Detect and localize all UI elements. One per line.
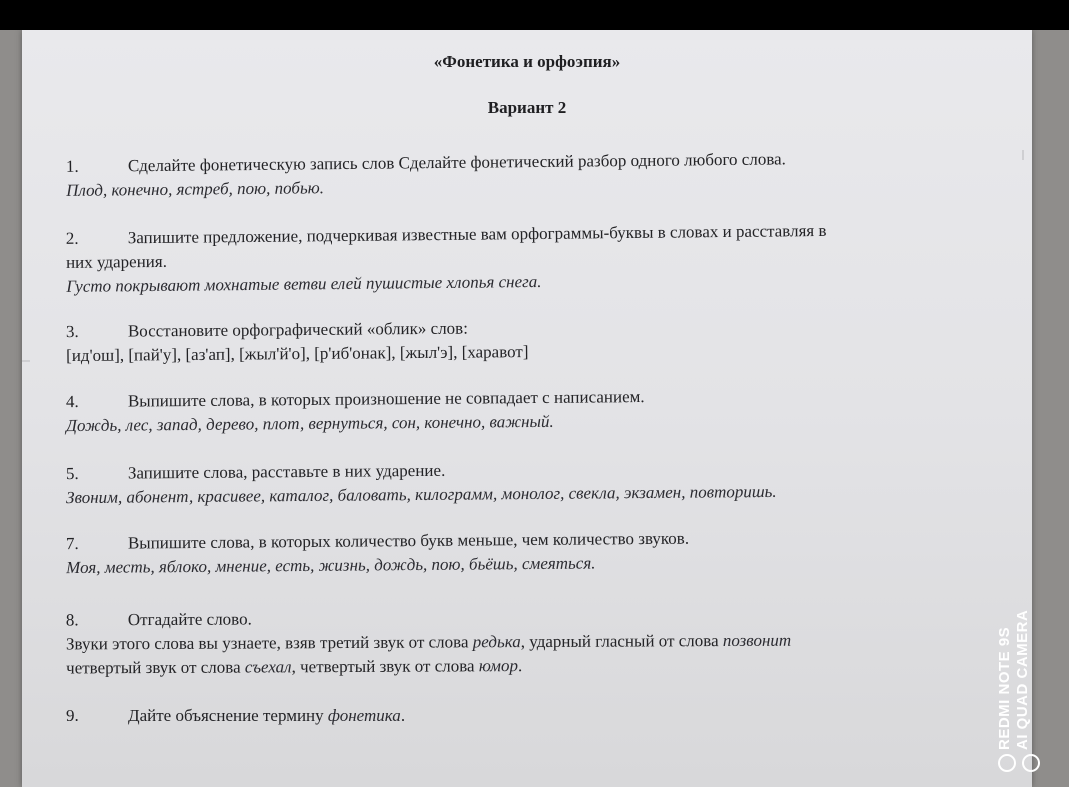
task-3 <box>66 312 1006 368</box>
worksheet-page <box>22 30 1032 787</box>
task-number: 8. <box>65 610 79 630</box>
task-number: 9. <box>66 706 79 725</box>
task-text-continued: них ударения. <box>65 251 168 272</box>
camera-lens-icon <box>1022 754 1040 772</box>
watermark-line-2: AI QUAD CAMERA <box>1014 609 1031 750</box>
task-text: Отгадайте слово. <box>127 609 252 630</box>
task-words: Звоним, абонент, красивее, каталог, баловать, килограмм, монолог, свекла, экзамен, повторишь. <box>66 481 777 508</box>
task-number: 3. <box>65 321 79 342</box>
task-number: 2. <box>65 228 79 248</box>
document-title: «Фонетика и орфоэпия» <box>433 52 621 71</box>
task-7 <box>66 524 1006 580</box>
top-black-bar <box>0 0 1069 30</box>
task-sentence: Густо покрывают мохнатые ветви елей пушистые хлопья снега. <box>66 271 542 296</box>
task-text: Выпишите слова, в которых количество букв меньше, чем количество звуков. <box>127 528 690 553</box>
task-8 <box>66 604 1006 681</box>
page-mark <box>1022 150 1024 160</box>
task-riddle-line-2: четвертый звук от слова съехал, четвертый звук от слова юмор. <box>66 656 523 678</box>
task-text: Восстановите орфографический «облик» слов: <box>127 318 468 341</box>
task-text: Сделайте фонетическую запись слов Сделайте фонетический разбор одного любого слова. <box>127 149 786 176</box>
task-riddle-line-1: Звуки этого слова вы узнаете, взяв третий звук от слова редька, ударный гласный от слова позвонит <box>65 630 792 654</box>
task-1 <box>66 145 1006 203</box>
page-mark <box>22 360 30 362</box>
task-4 <box>66 382 1006 438</box>
camera-watermark <box>988 570 1058 780</box>
variant-heading: Вариант 2 <box>487 98 567 117</box>
task-text: Выпишите слова, в которых произношение не совпадает с написанием. <box>127 387 645 411</box>
task-term: фонетика <box>327 706 401 725</box>
task-text: Дайте объяснение термину <box>128 706 328 725</box>
task-number: 1. <box>65 156 79 176</box>
task-transcriptions: [ид'ош], [пай'у], [аз'ап], [жыл'й'о], [р'иб'онак], [жыл'э], [харавот] <box>66 342 529 366</box>
task-text: Запишите предложение, подчеркивая известные вам орфограммы-буквы в словах и расставляя в <box>127 220 827 248</box>
task-number: 5. <box>65 463 79 484</box>
camera-lens-icon <box>998 754 1016 772</box>
task-number: 4. <box>65 391 79 412</box>
task-9: 9. Дайте объяснение термину фонетика. <box>66 704 1006 728</box>
task-words: Плод, конечно, ястреб, пою, побью. <box>66 178 324 200</box>
task-text: Запишите слова, расставьте в них ударение. <box>127 460 446 483</box>
task-words: Моя, месть, яблоко, мнение, есть, жизнь, дождь, пою, бьёшь, смеяться. <box>66 553 596 578</box>
task-number: 7. <box>65 533 79 554</box>
task-words: Дождь, лес, запад, дерево, плот, вернуться, сон, конечно, важный. <box>66 411 554 436</box>
task-5 <box>66 454 1006 510</box>
watermark-line-1: REDMI NOTE 9S <box>996 626 1013 750</box>
task-2 <box>66 217 1007 299</box>
